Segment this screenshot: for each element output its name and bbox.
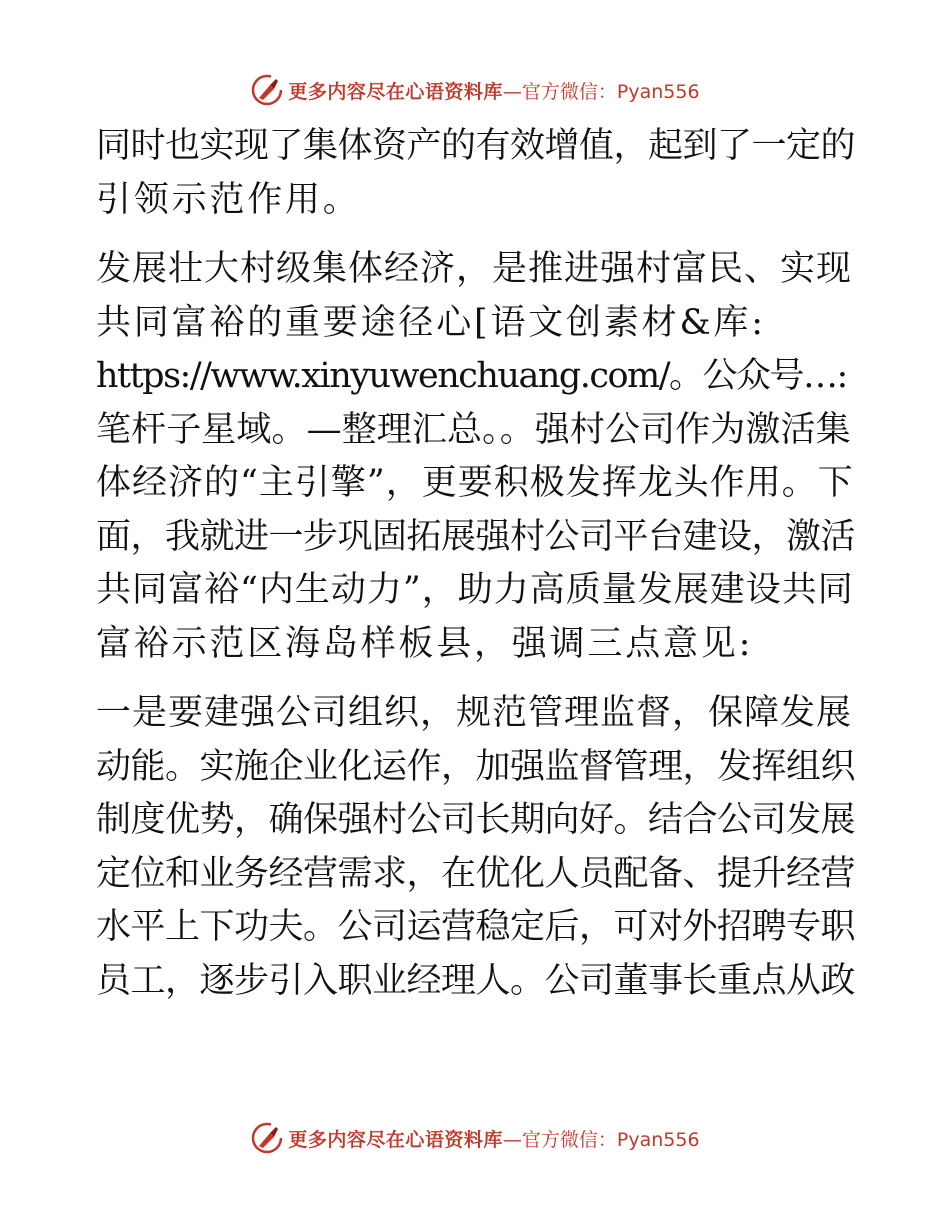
text-line: 同时也实现了集体资产的有效增值，起到了一定的 — [96, 126, 856, 166]
text-line: 一是要建强公司组织，规范管理监督，保障发展 — [96, 693, 853, 733]
text-line: 富裕示范区海岛样板县，强调三点意见: — [96, 623, 754, 664]
paragraph-2 — [96, 243, 856, 671]
watermark-main-text: 更多内容尽在心语资料库 — [288, 1128, 503, 1151]
paragraph-1 — [96, 120, 856, 227]
watermark-sub-text: —官方微信：Pyan556 — [502, 80, 700, 103]
text-line: 共同富裕“内生动力”，助力高质量发展建设共同 — [96, 570, 854, 610]
document-body — [96, 120, 856, 1008]
pen-nib-logo-icon — [250, 1121, 284, 1155]
watermark-banner-top — [0, 70, 950, 110]
watermark-banner-bottom — [0, 1118, 950, 1158]
watermark-sub-text: —官方微信：Pyan556 — [502, 1128, 700, 1151]
text-line: 面，我就进一步巩固拓展强村公司平台建设，激活 — [96, 516, 856, 557]
pen-nib-logo-icon — [250, 73, 284, 107]
text-line: 发展壮大村级集体经济，是推进强村富民、实现 — [96, 249, 853, 289]
text-line: 引领示范作用。 — [96, 179, 361, 220]
text-line: 体经济的“主引擎”，更要积极发挥龙头作用。下 — [96, 463, 854, 503]
paragraph-3 — [96, 687, 856, 1008]
text-line: 定位和业务经营需求，在优化人员配备、提升经营 — [96, 853, 856, 894]
text-line: 制度优势，确保强村公司长期向好。结合公司发展 — [96, 800, 856, 840]
url-text-line: https://www.xinyuwenchuang.com/。公众号…: — [96, 356, 847, 396]
text-line: 笔杆子星域。—整理汇总。。强村公司作为激活集 — [96, 409, 851, 450]
text-line: 动能。实施企业化运作，加强监督管理，发挥组织 — [96, 746, 856, 787]
watermark-main-text: 更多内容尽在心语资料库 — [288, 80, 503, 103]
text-line: 共同富裕的重要途径心[语文创素材&库: — [96, 302, 766, 343]
text-line: 水平上下功夫。公司运营稳定后，可对外招聘专职 — [96, 907, 856, 947]
text-line: 员工，逐步引入职业经理人。公司董事长重点从政 — [96, 960, 856, 1001]
